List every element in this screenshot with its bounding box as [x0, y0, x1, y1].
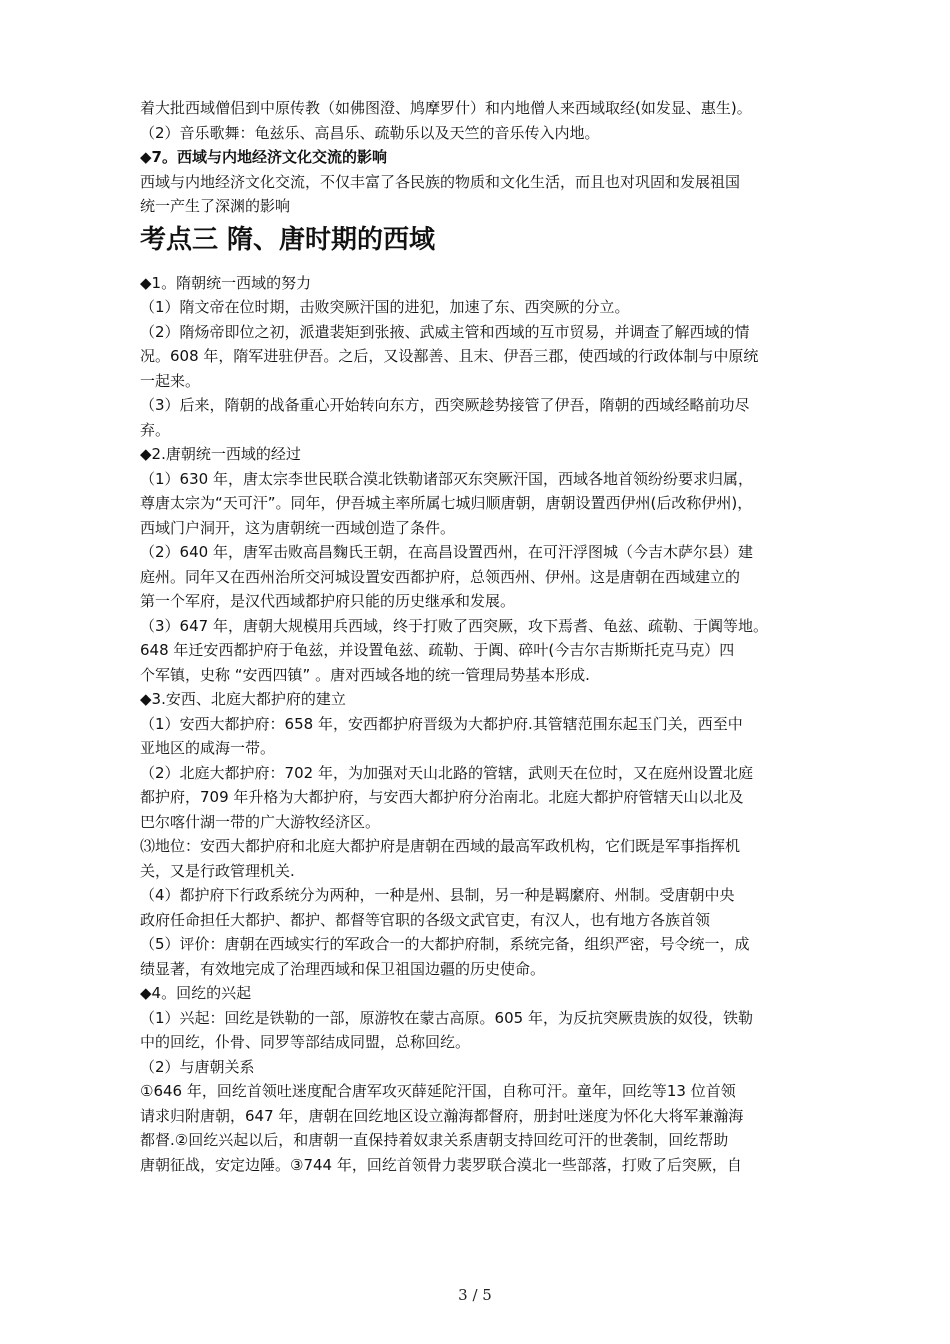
text-line: 648 年迁安西都护府于龟兹，并设置龟兹、疏勒、于阗、碎叶(今吉尔吉斯斯托克马克）四 — [140, 641, 735, 659]
text-line: 一起来。 — [140, 371, 201, 390]
text-line: （1）兴起：回纥是铁勒的一部，原游牧在蒙古高原。605 年，为反抗突厥贵族的奴役，铁勒 — [140, 1008, 753, 1027]
text-line: ①646 年，回纥首领吐迷度配合唐军攻灭薛延陀汗国，自称可汗。童年，回纥等13 位首领 — [140, 1082, 736, 1100]
text-line: 亚地区的咸海一带。 — [140, 739, 276, 757]
text-line: 请求归附唐朝，647 年，唐朝在回纥地区设立瀚海都督府，册封吐迷度为怀化大将军兼瀚海 — [140, 1106, 744, 1125]
section-title: ◆2.唐朝统一西域的经过 — [140, 445, 301, 463]
text-line: （1）630 年，唐太宗李世民联合漠北铁勒诸部灭东突厥汗国，西域各地首领纷纷要求归属， — [140, 469, 753, 488]
text-line: 况。608 年，隋军进驻伊吾。之后，又设鄯善、且末、伊吾三郡，使西域的行政体制与中原统 — [140, 347, 759, 365]
text-line: （3）647 年，唐朝大规模用兵西域，终于打败了西突厥，攻下焉耆、龟兹、疏勒、于阗等地。 — [140, 616, 768, 635]
section-title: ◆1。隋朝统一西域的努力 — [140, 273, 312, 292]
text-line: 个军镇，史称 “安西四镇” 。唐对西域各地的统一管理局势基本形成. — [140, 665, 590, 684]
section-title: ◆4。回纥的兴起 — [140, 984, 252, 1002]
text-line: （2）640 年，唐军击败高昌麴氏王朝，在高昌设置西州，在可汗浮图城（今吉木萨尔县）建 — [140, 543, 753, 561]
page-heading: 考点三 隋、唐时期的西域 — [140, 224, 436, 255]
text-line: 尊唐太宗为“天可汗”。同年，伊吾城主率所属七城归顺唐朝，唐朝设置西伊州(后改称伊州)， — [140, 494, 753, 512]
text-line: （4）都护府下行政系统分为两种，一种是州、县制，另一种是羁縻府、州制。受唐朝中央 — [140, 886, 735, 904]
text-line: 第一个军府，是汉代西域都护府只能的历史继承和发展。 — [140, 592, 516, 610]
text-line: 统一产生了深渊的影响 — [140, 197, 291, 215]
text-line: 着大批西域僧侣到中原传教（如佛图澄、鸠摩罗什）和内地僧人来西域取经(如发显、惠生)。 — [140, 99, 752, 117]
page-number: 3 / 5 — [458, 1286, 492, 1304]
text-line: 唐朝征战，安定边陲。③744 年，回纥首领骨力裴罗联合漠北一些部落，打败了后突厥，自 — [140, 1155, 742, 1174]
section-title: ◆3.安西、北庭大都护府的建立 — [140, 690, 346, 708]
text-line: 庭州。同年又在西州治所交河城设置安西都护府，总领西州、伊州。这是唐朝在西域建立的 — [140, 567, 741, 586]
section-title: ◆7。西域与内地经济文化交流的影响 — [140, 148, 387, 166]
text-line: 弃。 — [140, 420, 171, 439]
text-line: 绩显著，有效地完成了治理西域和保卫祖国边疆的历史使命。 — [140, 959, 546, 978]
text-line: （2）北庭大都护府：702 年，为加强对天山北路的管辖，武则天在位时，又在庭州设置北庭 — [140, 763, 753, 782]
text-line: （5）评价：唐朝在西域实行的军政合一的大都护府制，系统完备，组织严密，号令统一，成 — [140, 935, 750, 953]
text-line: （3）后来，隋朝的战备重心开始转向东方，西突厥趁势接管了伊吾，隋朝的西域经略前功尽 — [140, 396, 750, 414]
text-line: 都护府，709 年升格为大都护府，与安西大都护府分治南北。北庭大都护府管辖天山以北及 — [140, 788, 744, 806]
text-line: ⑶地位：安西大都护府和北庭大都护府是唐朝在西域的最高军政机构，它们既是军事指挥机 — [140, 837, 741, 855]
document-page — [140, 96, 820, 1177]
text-line: （2）隋炀帝即位之初，派遣裴矩到张掖、武威主管和西域的互市贸易，并调查了解西域的情 — [140, 322, 750, 341]
text-line: 政府任命担任大都护、都护、都督等官职的各级文武官吏，有汉人，也有地方各族首领 — [140, 910, 711, 929]
text-line: （2）与唐朝关系 — [140, 1057, 255, 1076]
text-line: （2）音乐歌舞：龟兹乐、高昌乐、疏勒乐以及天竺的音乐传入内地。 — [140, 123, 600, 142]
text-line: 巴尔喀什湖一带的广大游牧经济区。 — [140, 812, 381, 831]
text-line: （1）安西大都护府：658 年，安西都护府晋级为大都护府.其管辖范围东起玉门关，西至中 — [140, 714, 743, 733]
text-line: 西域门户洞开，这为唐朝统一西域创造了条件。 — [140, 518, 456, 537]
text-line: 西域与内地经济文化交流，不仅丰富了各民族的物质和文化生活，而且也对巩固和发展祖国 — [140, 172, 741, 191]
text-line: （1）隋文帝在位时期，击败突厥汗国的进犯，加速了东、西突厥的分立。 — [140, 298, 630, 316]
text-line: 都督.②回纥兴起以后，和唐朝一直保持着奴隶关系唐朝支持回纥可汗的世袭制，回纥帮助 — [140, 1131, 729, 1149]
text-line: 关，又是行政管理机关. — [140, 861, 295, 880]
text-line: 中的回纥，仆骨、同罗等部结成同盟，总称回纥。 — [140, 1033, 471, 1051]
